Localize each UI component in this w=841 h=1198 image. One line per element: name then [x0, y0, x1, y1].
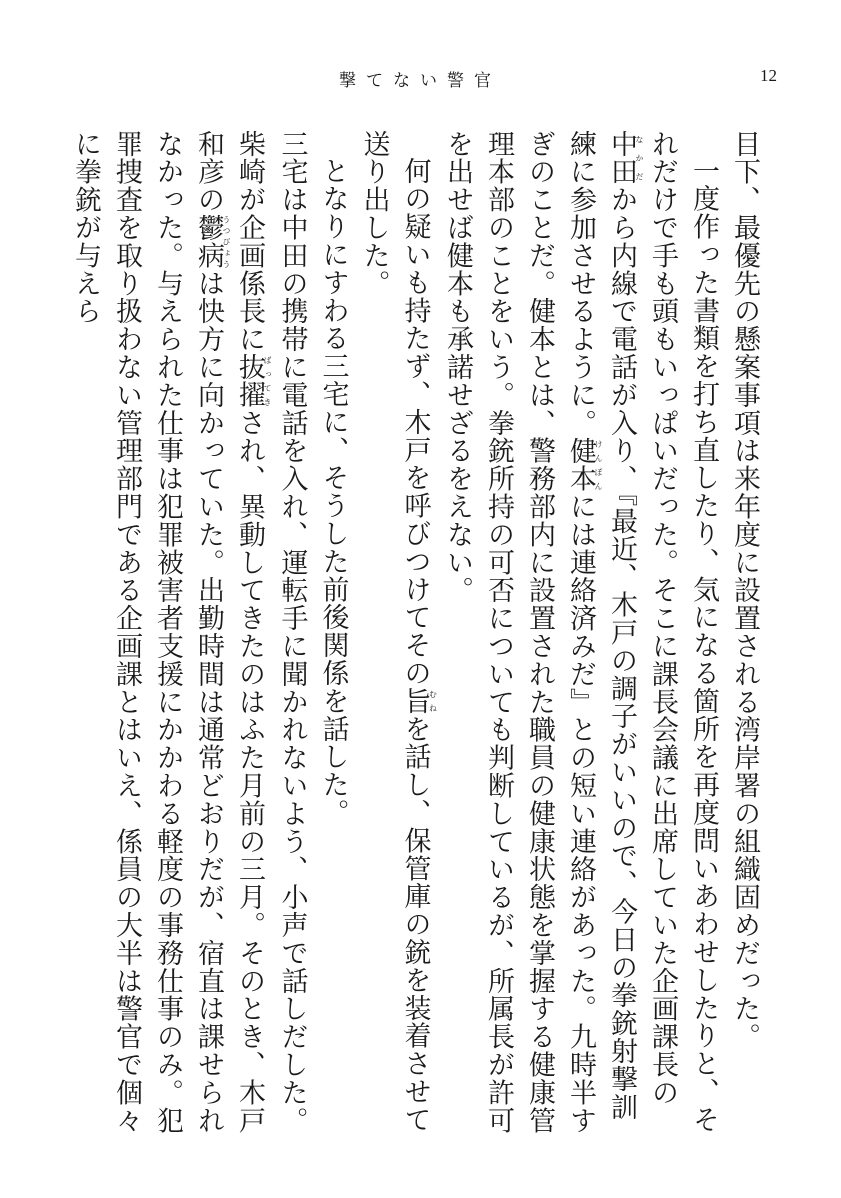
- text-run: は快方に向かっていた。出勤時間は通常どおりだが、宿直は課せられなかった。与えられた仕事は犯罪被害者支援にかかわる軽度の事務仕事のみ。犯罪捜査を取り扱わない管理部門である企画課とはいえ、係員の大半は警官で個々に拳銃が与えら: [70, 130, 224, 1135]
- text-run: 目下、最優先の懸案事項は来年度に設置される湾岸署の組織固めだった。: [729, 130, 760, 1051]
- furigana: けんぽん: [594, 436, 603, 493]
- paragraph: [437, 130, 724, 1140]
- paragraph: [65, 130, 272, 1140]
- ruby-word: 抜擢ばってき: [234, 353, 272, 410]
- running-title: 撃てない警官: [339, 71, 501, 91]
- text-run: となりにすわる三宅に、そうした前後関係を話した。: [317, 157, 349, 827]
- paragraph: [724, 130, 765, 1140]
- furigana: うつびょう: [222, 213, 231, 270]
- furigana: ばってき: [263, 353, 272, 409]
- text-run: され、異動してきたのはふた月前の三月。そのとき、木戸和彦の: [193, 130, 265, 1135]
- vertical-body-text: [70, 130, 765, 1140]
- text-run: から内線で電話が入り、『最近、木戸の調子がいいので、今日の拳銃射撃訓練に参加させるように。: [565, 130, 637, 1121]
- text-run: 何の疑いも持たず、木戸を呼びつけてその: [399, 157, 431, 688]
- ruby-word: 鬱病うつびょう: [193, 213, 231, 270]
- text-run: 三宅は中田の携帯に電話を入れ、運転手に聞かれないよう、小声で話しだした。: [276, 130, 308, 1135]
- paragraph: [313, 130, 354, 1140]
- page-number: 12: [760, 66, 777, 85]
- text-run: 一度作った書類を打ち直したり、気になる箇所を再度問いあわせしたりと、それだけで手も頭もいっぱいだった。そこに課長会議に出席していた企画課長の: [647, 130, 719, 1134]
- ruby-word: 中田なかだ: [606, 130, 644, 186]
- ruby-word: 健本けんぽん: [565, 436, 603, 493]
- text-run: 柴崎が企画係長に: [234, 130, 265, 354]
- furigana: なかだ: [635, 130, 644, 186]
- text-run: には連絡済みだ』との短い連絡があった。九時半すぎのことだ。健本とは、警務部内に設置された職員の健康状態を掌握する健康管理本部のことをいう。拳銃所持の可否についても判断しているが、所属長が許可を出せば健本も承諾せざるをえない。: [442, 130, 596, 1135]
- paragraph: [272, 130, 313, 1140]
- paragraph: [354, 130, 438, 1140]
- furigana: むね: [428, 687, 438, 715]
- ruby-word: 旨むね: [399, 687, 438, 716]
- text-run: を話し、保管庫の銃を装着させて送り出した。: [358, 130, 431, 1134]
